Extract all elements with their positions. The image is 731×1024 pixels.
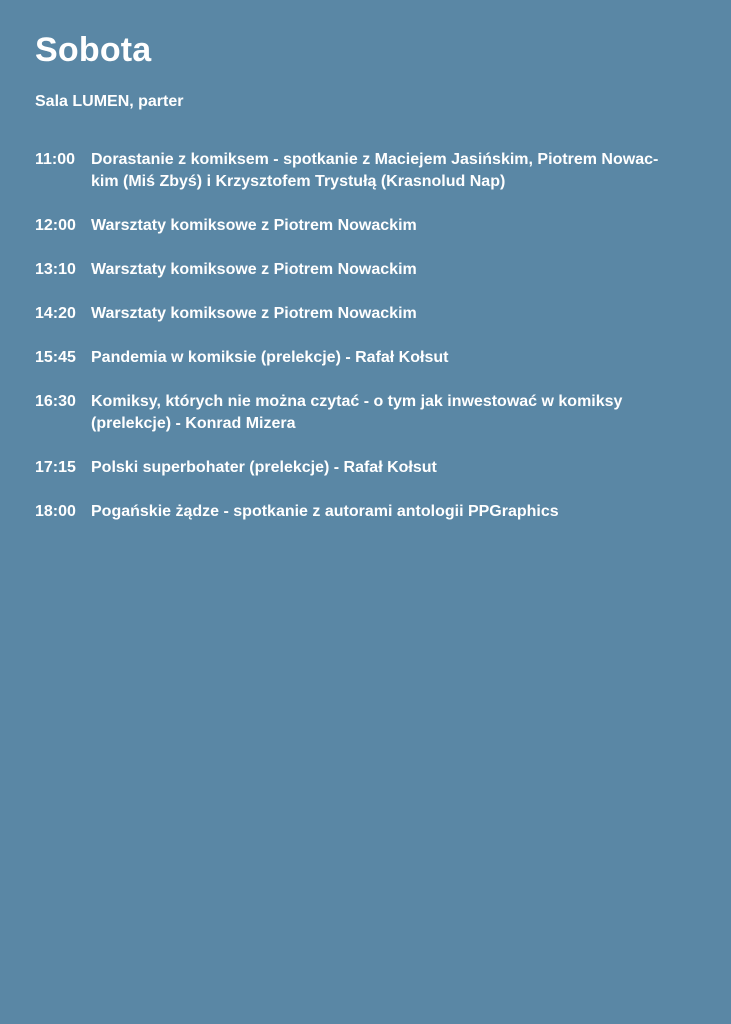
- event-description-line: Warsztaty komiksowe z Piotrem Nowackim: [91, 261, 417, 278]
- event-description: [91, 303, 700, 325]
- event-description-line: Polski superbohater (prelekcje) - Rafał Kołsut: [91, 459, 437, 476]
- schedule-item: [35, 303, 700, 325]
- schedule-list: [35, 149, 700, 523]
- event-description: [91, 501, 700, 523]
- event-time: 16:30: [35, 393, 76, 410]
- event-description-line: Pogańskie żądze - spotkanie z autorami antologii PPGraphics: [91, 503, 559, 520]
- schedule-page: [35, 30, 700, 545]
- event-time: 18:00: [35, 503, 76, 520]
- schedule-item: [35, 259, 700, 281]
- event-time: 17:15: [35, 459, 76, 476]
- event-description: [91, 149, 700, 193]
- event-description-line: (prelekcje) - Konrad Mizera: [91, 415, 296, 432]
- schedule-item: [35, 457, 700, 479]
- event-time: 13:10: [35, 261, 76, 278]
- event-description-line: Komiksy, których nie można czytać - o tym jak inwestować w komiksy: [91, 393, 623, 410]
- schedule-item: [35, 347, 700, 369]
- event-description-line: Dorastanie z komiksem - spotkanie z Maciejem Jasińskim, Piotrem Nowac-: [91, 151, 659, 168]
- event-time: 12:00: [35, 217, 76, 234]
- venue-label: Sala LUMEN, parter: [35, 93, 184, 110]
- event-time: 14:20: [35, 305, 76, 322]
- schedule-item: [35, 391, 700, 435]
- event-description: [91, 457, 700, 479]
- event-time: 11:00: [35, 151, 76, 168]
- schedule-item: [35, 501, 700, 523]
- event-description-line: Warsztaty komiksowe z Piotrem Nowackim: [91, 305, 417, 322]
- event-description: [91, 391, 700, 435]
- day-title: Sobota: [35, 31, 152, 69]
- event-description: [91, 215, 700, 237]
- event-description: [91, 347, 700, 369]
- event-description-line: Warsztaty komiksowe z Piotrem Nowackim: [91, 217, 417, 234]
- event-time: 15:45: [35, 349, 76, 366]
- event-description-line: kim (Miś Zbyś) i Krzysztofem Trystułą (Krasnolud Nap): [91, 173, 506, 190]
- event-description-line: Pandemia w komiksie (prelekcje) - Rafał Kołsut: [91, 349, 449, 366]
- schedule-item: [35, 215, 700, 237]
- event-description: [91, 259, 700, 281]
- schedule-item: [35, 149, 700, 193]
